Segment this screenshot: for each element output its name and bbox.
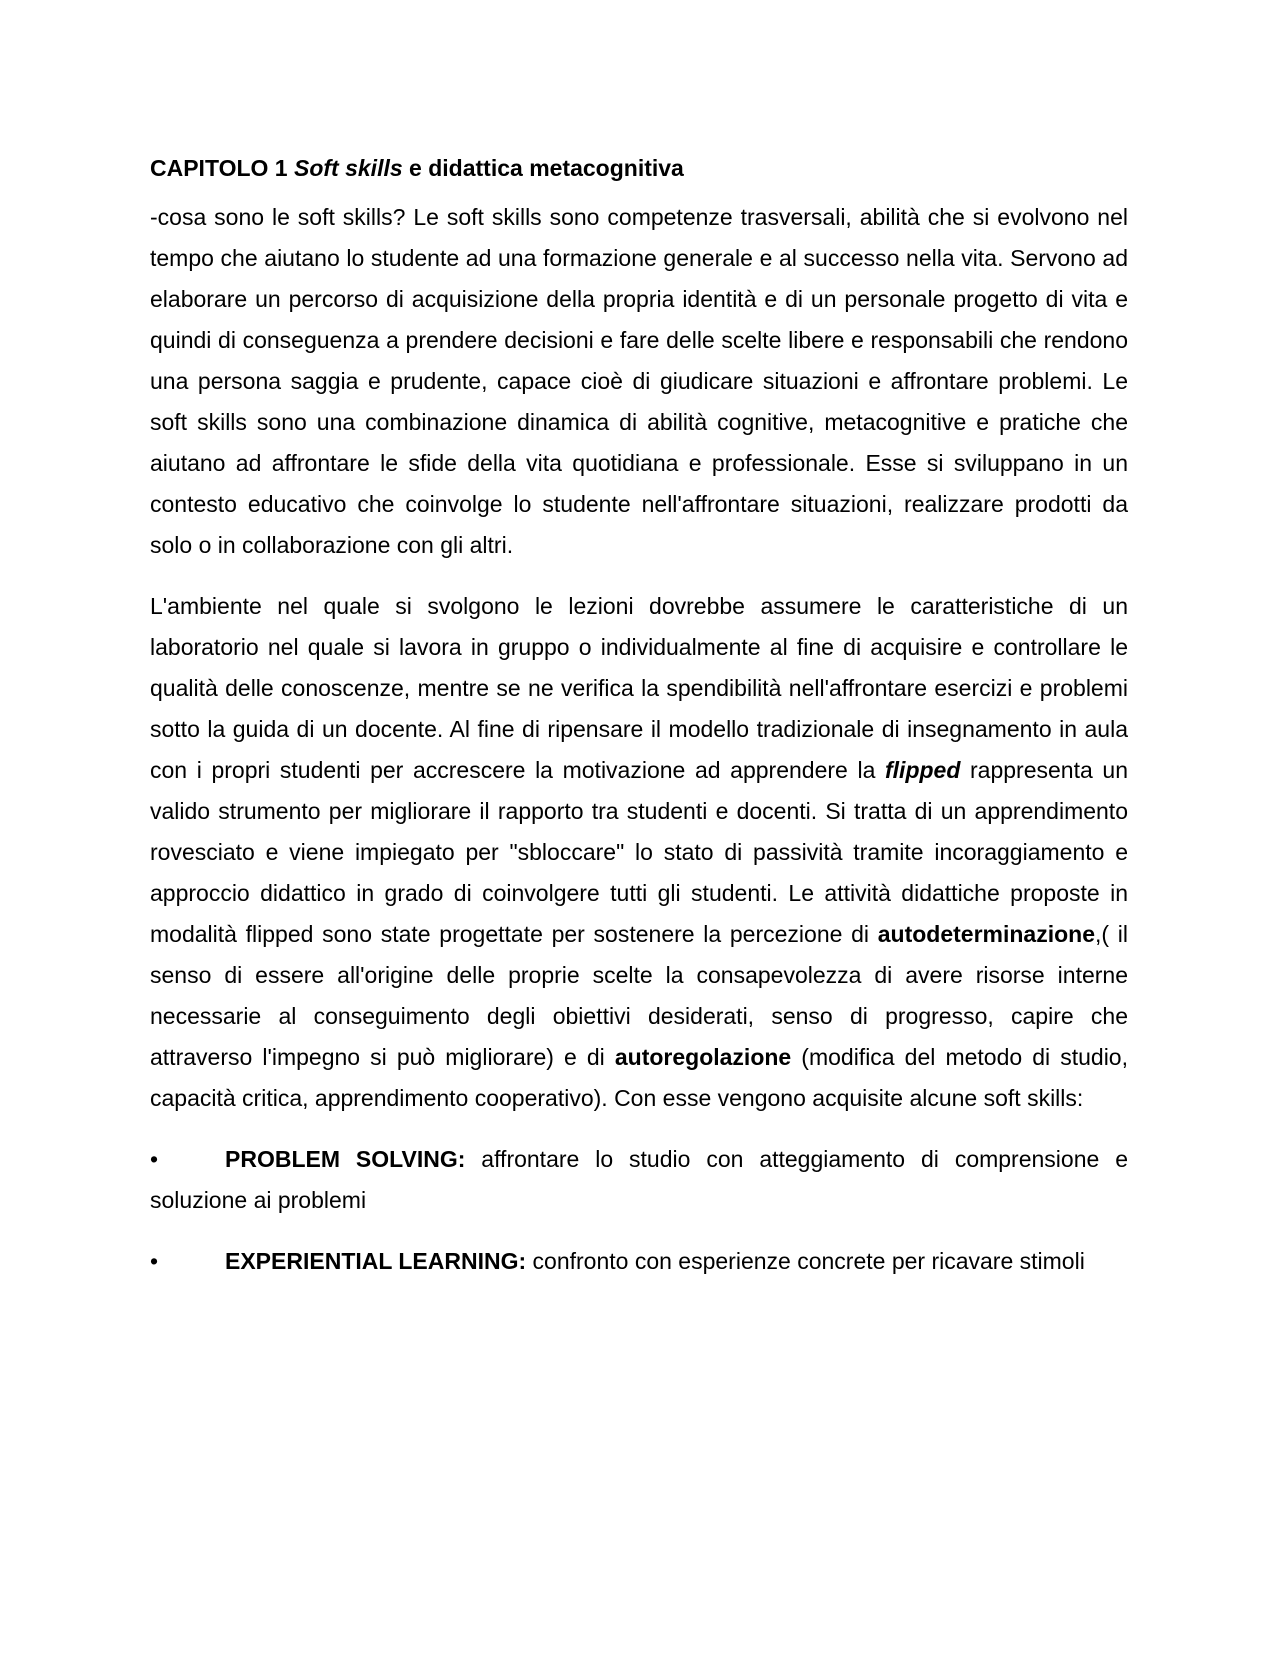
heading-prefix: CAPITOLO 1	[150, 155, 294, 181]
chapter-heading	[150, 148, 1128, 189]
paragraph-soft-skills: -cosa sono le soft skills? Le soft skills sono competenze trasversali, abilità che si evolvono nel tempo che aiutano lo studente ad una formazione generale e al successo nella vita. Servono ad elaborare un percorso di acquisizione della propria identità e di un personale progetto di vita e quindi di conseguenza a prendere decisioni e fare delle scelte libere e responsabili che rendono una persona saggia e prudente, capace cioè di giudicare situazioni e affrontare problemi. Le soft skills sono una combinazione dinamica di abilità cognitive, metacognitive e pratiche che aiutano ad affrontare le sfide della vita quotidiana e professionale. Esse si sviluppano in un contesto educativo che coinvolge lo studente nell'affrontare situazioni, realizzare prodotti da solo o in collaborazione con gli altri.	[150, 204, 1128, 558]
paragraph-ambiente-part1: L'ambiente nel quale si svolgono le lezioni dovrebbe assumere le caratteristiche di un laboratorio nel quale si lavora in gruppo o individualmente al fine di acquisire e controllare le qualità delle conoscenze, mentre se ne verifica la spendibilità nell'affrontare esercizi e problemi sotto la guida di un docente. Al fine di ripensare il modello tradizionale di insegnamento in aula con i propri studenti per accrescere la motivazione ad apprendere la	[150, 593, 1128, 783]
bullet-symbol: •	[150, 1146, 159, 1172]
paragraph-ambiente-part3: ,( il senso di essere all'origine delle proprie scelte la consapevolezza di avere risorse interne necessarie al conseguimento degli obiettivi desiderati, senso di progresso, capire che attraverso l'impegno si può migliorare) e di	[150, 921, 1128, 1070]
paragraph-ambiente-part4: (modifica del metodo di studio, capacità critica, apprendimento cooperativo). Con esse vengono acquisite alcune soft skills:	[150, 1044, 1128, 1111]
heading-italic: Soft skills	[294, 155, 403, 181]
paragraph-ambiente-part2: rappresenta un valido strumento per migliorare il rapporto tra studenti e docenti. Si tratta di un apprendimento rovesciato e viene impiegato per "sbloccare" lo stato di passività tramite incoraggiamento e approccio didattico in grado di coinvolgere tutti gli studenti. Le attività didattiche proposte in modalità flipped sono state progettate per sostenere la percezione di	[150, 757, 1128, 947]
bullet-text: affrontare lo studio con atteggiamento di comprensione e soluzione ai problemi	[150, 1146, 1128, 1213]
bullet-problem-solving	[150, 1139, 1128, 1221]
bullet-experiential-learning	[150, 1241, 1128, 1282]
bullet-term: EXPERIENTIAL LEARNING:	[225, 1248, 527, 1274]
autoregolazione-term: autoregolazione	[614, 1044, 792, 1070]
bullet-term: PROBLEM SOLVING:	[225, 1146, 466, 1172]
autodeterminazione-term: autodeterminazione	[877, 921, 1096, 947]
heading-suffix: e didattica metacognitiva	[402, 155, 684, 181]
bullet-text: confronto con esperienze concrete per ricavare stimoli	[526, 1248, 1085, 1274]
flipped-term: flipped	[885, 757, 961, 783]
bullet-symbol: •	[150, 1248, 159, 1274]
paragraph-ambiente	[150, 586, 1128, 1119]
document-page	[150, 148, 1128, 1302]
